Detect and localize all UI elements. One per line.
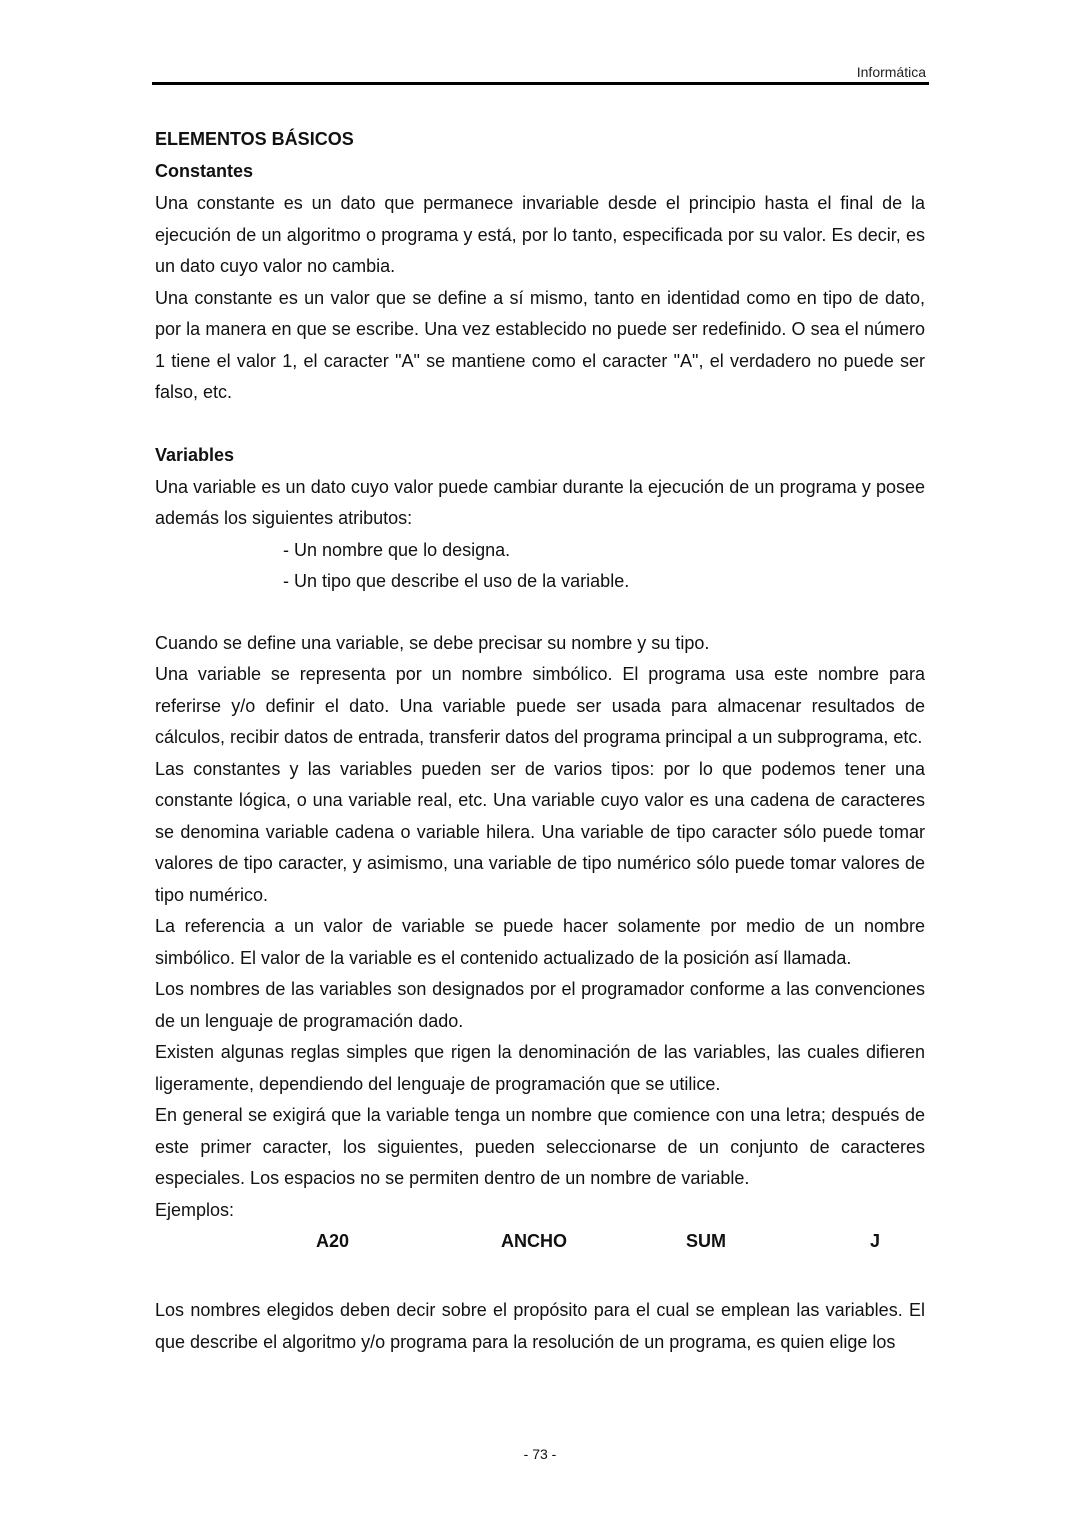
example-name: ANCHO	[501, 1231, 567, 1251]
example-name: SUM	[686, 1231, 726, 1251]
variables-paragraph-2: Cuando se define una variable, se debe precisar su nombre y su tipo.	[155, 632, 710, 653]
constantes-paragraph-1: Una constante es un dato que permanece invariable desde el principio hasta el final de la ejecución de un algoritmo o programa y está, por lo tanto, especificada por su valor. Es decir, es un dato cuyo valor no cambia.	[155, 193, 925, 276]
page-number: - 73 -	[523, 1446, 557, 1462]
attribute-item: - Un nombre que lo designa.	[283, 539, 511, 560]
examples-label: Ejemplos:	[155, 1199, 235, 1220]
variables-paragraph-1: Una variable es un dato cuyo valor puede cambiar durante la ejecución de un programa y posee además los siguientes atributos:	[155, 476, 925, 528]
header-rule	[152, 82, 929, 85]
variables-paragraph-5: La referencia a un valor de variable se puede hacer solamente por medio de un nombre simbólico. El valor de la variable es el contenido actualizado de la posición así llamada.	[155, 916, 925, 968]
variables-paragraph-3: Una variable se representa por un nombre simbólico. El programa usa este nombre para referirse y/o definir el dato. Una variable puede ser usada para almacenar resultados de cálculos, recibir datos de entrada, transferir datos del programa principal a un subprograma, etc.	[155, 664, 925, 747]
variables-paragraph-6: Los nombres de las variables son designados por el programador conforme a las convenciones de un lenguaje de programación dado.	[155, 979, 925, 1031]
variables-paragraph-4: Las constantes y las variables pueden ser de varios tipos: por lo que podemos tener una constante lógica, o una variable real, etc. Una variable cuyo valor es una cadena de caracteres se denomina variable cadena o variable hilera. Una variable de tipo caracter sólo puede tomar valores de tipo caracter, y asimismo, una variable de tipo numérico sólo puede tomar valores de tipo numérico.	[155, 758, 925, 905]
variables-paragraph-7: Existen algunas reglas simples que rigen la denominación de las variables, las cuales difieren ligeramente, dependiendo del lenguaje de programación que se utilice.	[155, 1042, 925, 1094]
variables-paragraph-9: Los nombres elegidos deben decir sobre el propósito para el cual se emplean las variables. El que describe el algoritmo y/o programa para la resolución de un programa, es quien elige los	[155, 1300, 925, 1352]
section-title: ELEMENTOS BÁSICOS	[155, 129, 354, 149]
variables-paragraph-8: En general se exigirá que la variable tenga un nombre que comience con una letra; después de este primer caracter, los siguientes, pueden seleccionarse de un conjunto de caracteres especiales. Los espacios no se permiten dentro de un nombre de variable.	[155, 1105, 925, 1188]
example-name: A20	[316, 1231, 350, 1251]
examples-row	[155, 1226, 925, 1257]
variables-heading: Variables	[155, 444, 235, 465]
page-body	[155, 124, 925, 1358]
constantes-paragraph-2: Una constante es un valor que se define a sí mismo, tanto en identidad como en tipo de dato, por la manera en que se escribe. Una vez establecido no puede ser redefinido. O sea el número 1 tiene el valor 1, el caracter "A" se mantiene como el caracter "A", el verdadero no puede ser falso, etc.	[155, 287, 925, 402]
example-name: J	[870, 1231, 881, 1251]
attribute-item: - Un tipo que describe el uso de la variable.	[283, 571, 630, 591]
running-header: Informática	[856, 64, 926, 80]
constantes-heading: Constantes	[155, 161, 254, 181]
